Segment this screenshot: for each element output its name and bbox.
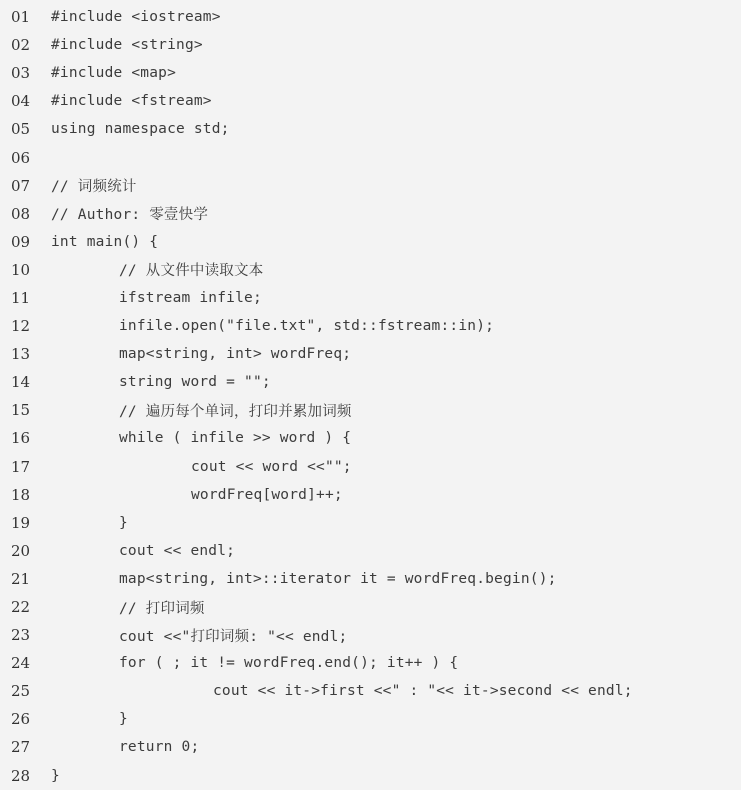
code-line	[0, 537, 741, 565]
line-number: 14	[11, 373, 31, 392]
line-number: 21	[11, 569, 31, 588]
line-number: 06	[11, 148, 31, 167]
line-number: 22	[11, 598, 31, 617]
line-number: 17	[11, 457, 31, 476]
code-text: // Author: 零壹快学	[51, 207, 209, 224]
code-line	[0, 340, 741, 368]
line-number: 18	[11, 485, 31, 504]
code-line	[0, 481, 741, 509]
code-line	[0, 143, 741, 171]
line-number: 07	[11, 176, 31, 195]
code-text: // 打印词频	[119, 600, 205, 617]
code-text: cout << endl;	[119, 542, 236, 559]
code-text: cout <<"打印词频: "<< endl;	[119, 628, 348, 645]
line-number: 23	[11, 626, 31, 645]
code-line	[0, 368, 741, 396]
code-text: #include <string>	[51, 37, 203, 54]
line-number: 10	[11, 260, 31, 279]
code-line	[0, 509, 741, 537]
line-number: 20	[11, 541, 31, 560]
code-text: }	[119, 514, 128, 531]
code-text: infile.open("file.txt", std::fstream::in);	[119, 318, 495, 335]
code-line	[0, 565, 741, 593]
line-number: 01	[11, 8, 31, 27]
line-number: 27	[11, 738, 31, 757]
code-text: ifstream infile;	[119, 289, 262, 306]
code-line	[0, 762, 741, 790]
code-text: #include <fstream>	[51, 93, 212, 110]
line-number: 19	[11, 513, 31, 532]
line-number: 16	[11, 429, 31, 448]
code-line	[0, 733, 741, 761]
code-text: for ( ; it != wordFreq.end(); it++ ) {	[119, 655, 459, 672]
code-text: }	[51, 767, 60, 784]
code-line	[0, 31, 741, 59]
line-number: 26	[11, 710, 31, 729]
code-text: // 从文件中读取文本	[119, 263, 264, 280]
code-text: string word = "";	[119, 374, 271, 391]
line-number: 04	[11, 92, 31, 111]
code-text: // 遍历每个单词，打印并累加词频	[119, 403, 352, 420]
code-line	[0, 453, 741, 481]
line-number: 11	[11, 288, 31, 307]
line-number: 08	[11, 204, 31, 223]
code-text: map<string, int>::iterator it = wordFreq.begin();	[119, 570, 557, 587]
line-number: 12	[11, 317, 31, 336]
code-line	[0, 256, 741, 284]
code-text: }	[119, 711, 128, 728]
line-number: 03	[11, 64, 31, 83]
code-text: using namespace std;	[51, 121, 230, 138]
code-line	[0, 3, 741, 31]
code-text: #include <map>	[51, 65, 177, 82]
code-line	[0, 312, 741, 340]
code-line	[0, 705, 741, 733]
code-line	[0, 424, 741, 452]
code-line	[0, 396, 741, 424]
code-line	[0, 621, 741, 649]
code-line	[0, 677, 741, 705]
code-text: // 词频统计	[51, 179, 137, 196]
line-number: 15	[11, 401, 31, 420]
code-line	[0, 228, 741, 256]
code-text: int main() {	[51, 233, 159, 250]
line-number: 28	[11, 766, 31, 785]
code-line	[0, 87, 741, 115]
code-line	[0, 59, 741, 87]
code-text: wordFreq[word]++;	[191, 486, 343, 503]
code-line	[0, 649, 741, 677]
code-line	[0, 200, 741, 228]
code-line	[0, 593, 741, 621]
line-number: 25	[11, 682, 31, 701]
line-number: 09	[11, 232, 31, 251]
code-text: cout << word <<"";	[191, 458, 352, 475]
line-number: 02	[11, 36, 31, 55]
code-text: #include <iostream>	[51, 9, 221, 26]
code-text: map<string, int> wordFreq;	[119, 346, 352, 363]
code-line	[0, 115, 741, 143]
code-text: return 0;	[119, 739, 200, 756]
line-number: 05	[11, 120, 31, 139]
line-number: 13	[11, 345, 31, 364]
code-text: while ( infile >> word ) {	[119, 430, 352, 447]
line-number: 24	[11, 654, 31, 673]
code-line	[0, 284, 741, 312]
code-text: cout << it->first <<" : "<< it->second << endl;	[213, 683, 633, 700]
code-line	[0, 172, 741, 200]
